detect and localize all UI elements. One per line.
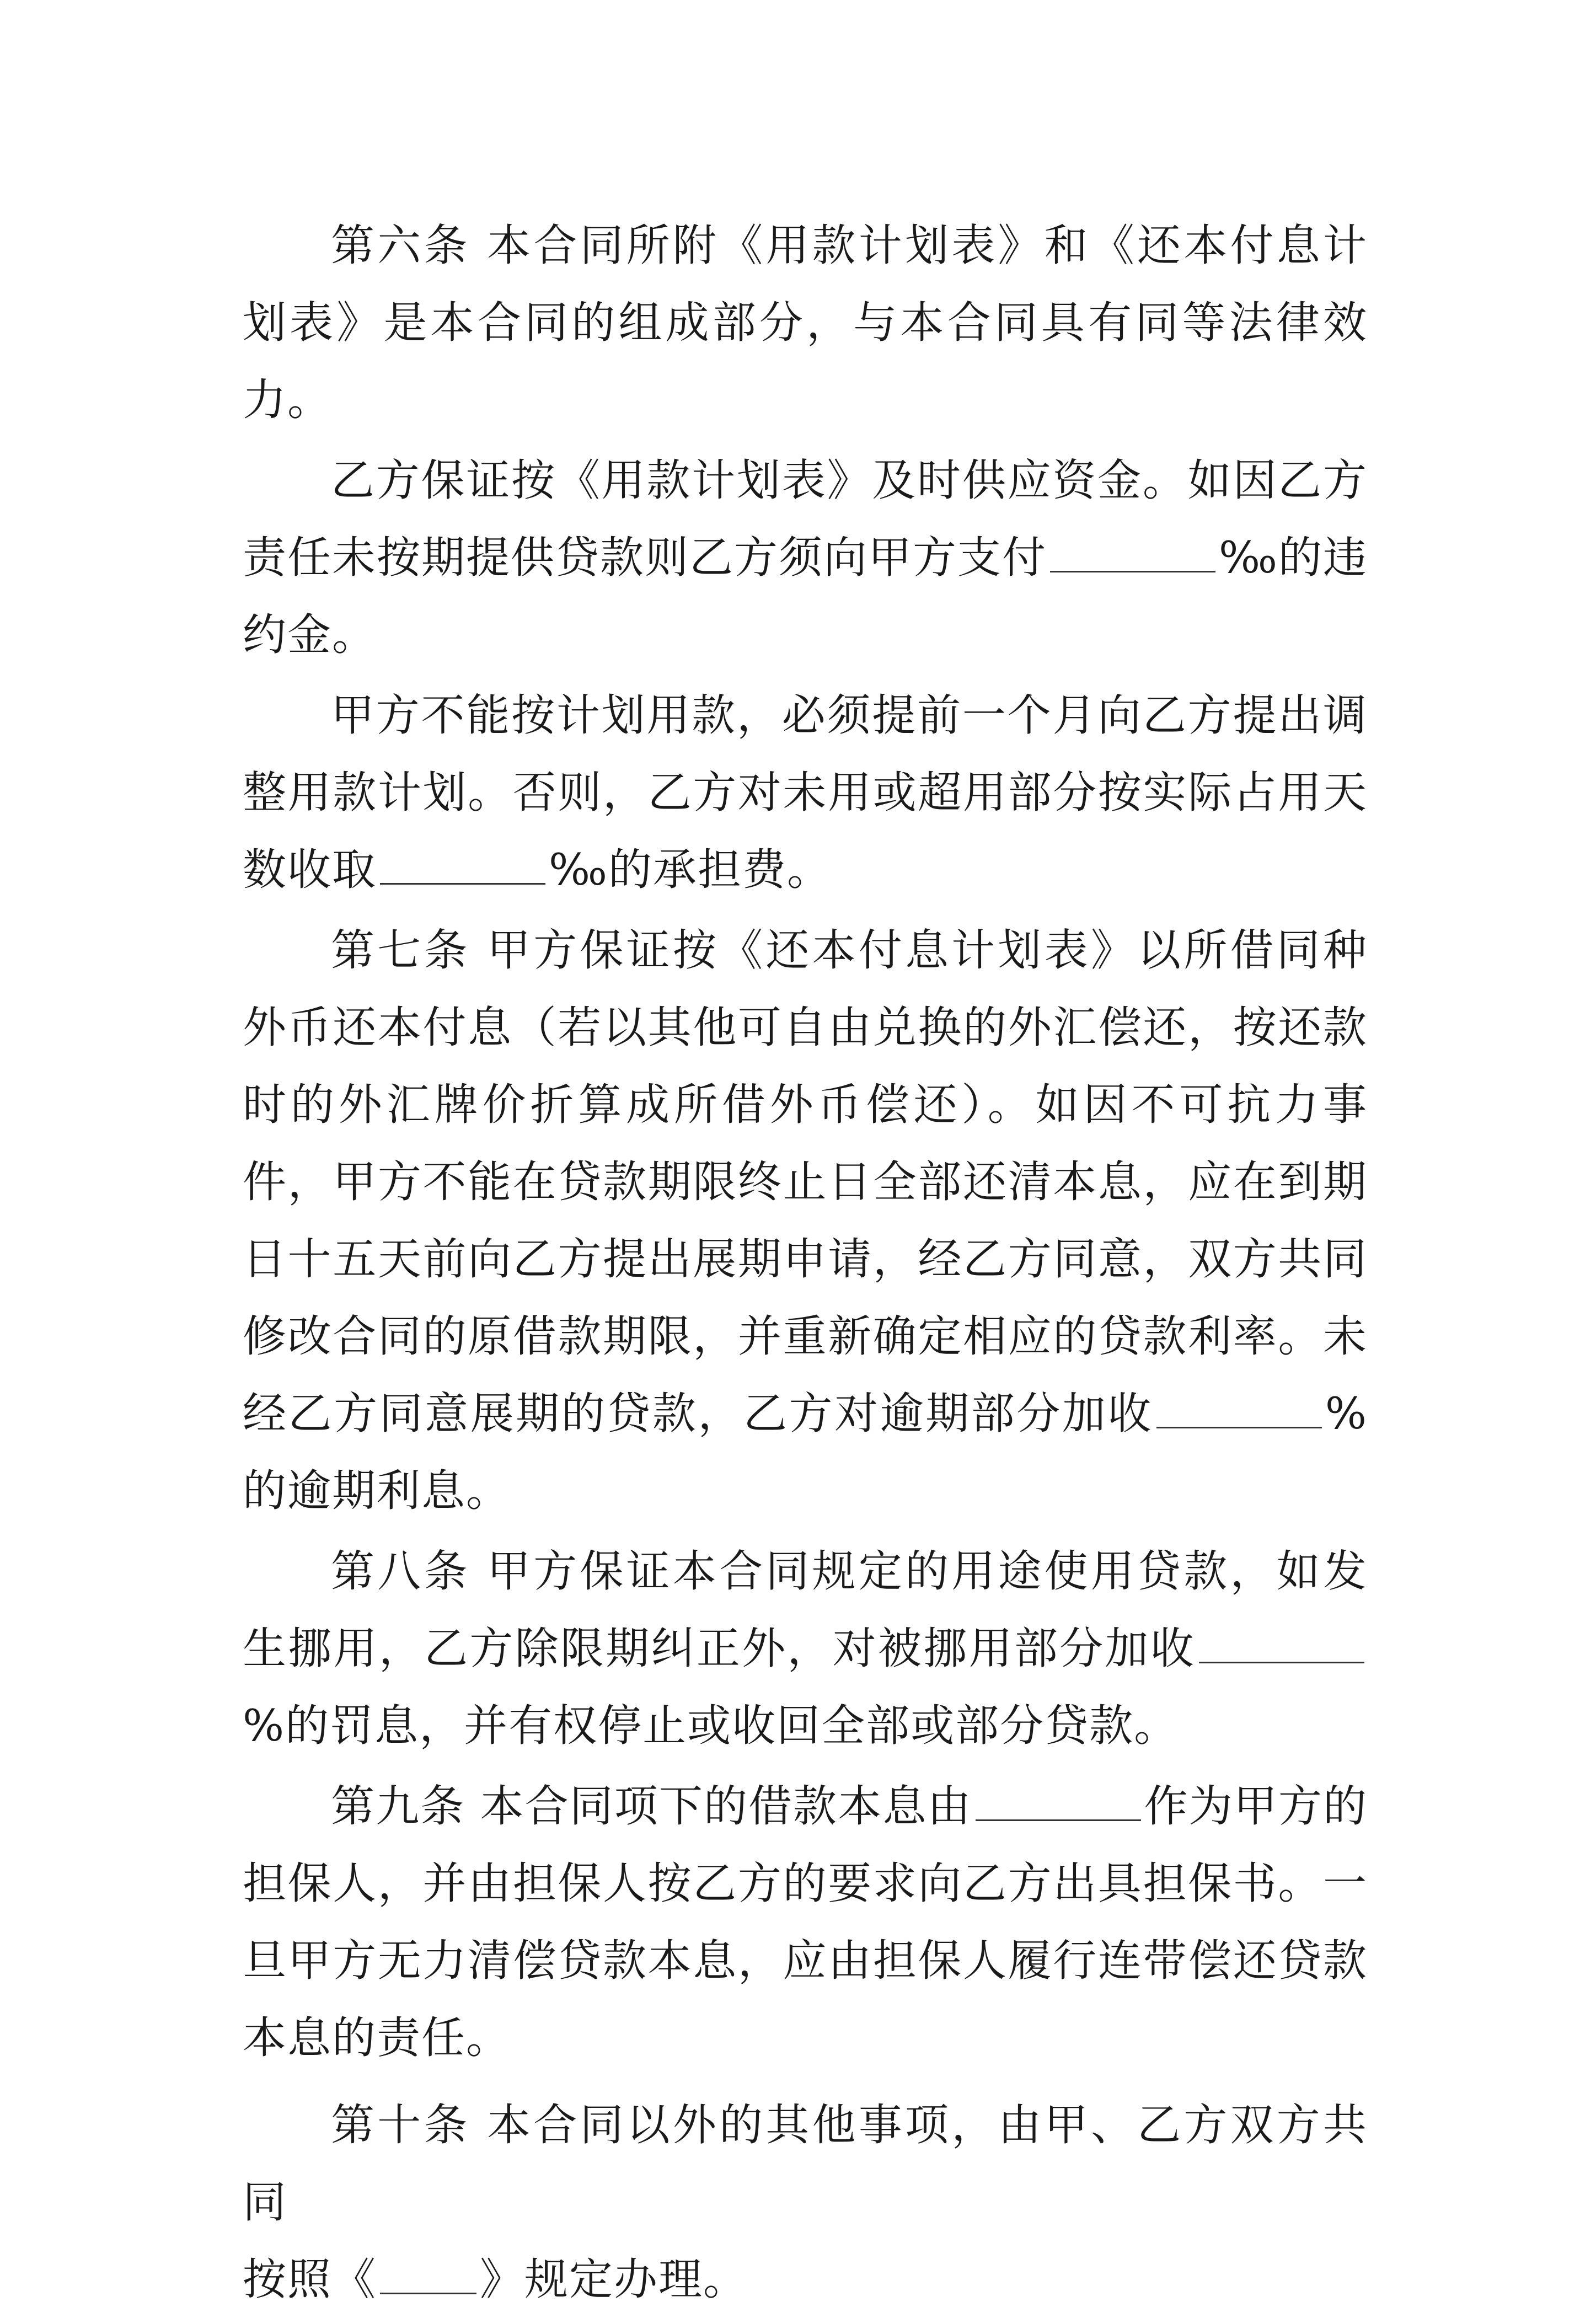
commitment-fee-paragraph xyxy=(243,677,1368,908)
overdue-rate-blank xyxy=(1156,1388,1322,1428)
supply-funds-paragraph xyxy=(243,442,1368,673)
article-8-text-before: 第八条 甲方保证本合同规定的用途使用贷款，如发生挪用，乙方除限期纠正外，对被挪用部分加收 xyxy=(243,1546,1368,1674)
article-10-continuation xyxy=(243,2241,1368,2318)
article-10-text-before: 按照《 xyxy=(243,2254,377,2305)
misuse-rate-blank xyxy=(1199,1623,1364,1663)
penalty-rate-blank xyxy=(1050,532,1215,572)
article-7-text-before: 第七条 甲方保证按《还本付息计划表》以所借同种外币还本付息（若以其他可自由兑换的外汇偿还，按还款时的外汇牌价折算成所借外币偿还）。如因不可抗力事件，甲方不能在贷款期限终止日全部还清本息，应在到期日十五天前向乙方提出展期申请，经乙方同意，双方共同修改合同的原借款期限，并重新确定相应的贷款利率。未经乙方同意展期的贷款，乙方对逾期部分加收 xyxy=(243,925,1368,1439)
supply-funds-text-after: ‰的违约金。 xyxy=(243,532,1368,660)
article-10-text: 第十条 本合同以外的其他事项，由甲、乙方双方共同 xyxy=(243,2100,1368,2228)
article-8-text-after: %的罚息，并有权停止或收回全部或部分贷款。 xyxy=(243,1700,1179,1751)
article-9-text-before: 第九条 本合同项下的借款本息由 xyxy=(331,1781,972,1832)
regulation-name-blank xyxy=(380,2254,476,2294)
article-7-paragraph xyxy=(243,912,1368,1529)
article-6-text: 第六条 本合同所附《用款计划表》和《还本付息计划表》是本合同的组成部分，与本合同具有同等法律效力。 xyxy=(243,220,1368,425)
commitment-fee-text-after: ‰的承担费。 xyxy=(549,844,832,895)
article-10-text-after: 》规定办理。 xyxy=(480,2254,748,2305)
article-6-paragraph xyxy=(243,207,1368,438)
article-10-paragraph xyxy=(243,2086,1368,2241)
commitment-fee-blank xyxy=(380,844,545,885)
article-7-text-after: %的逾期利息。 xyxy=(243,1388,1368,1516)
guarantor-blank xyxy=(976,1781,1141,1821)
commitment-fee-text-before: 甲方不能按计划用款，必须提前一个月向乙方提出调整用款计划。否则，乙方对未用或超用部分按实际占用天数收取 xyxy=(243,690,1368,895)
article-9-text-after: 作为甲方的担保人，并由担保人按乙方的要求向乙方出具担保书。一旦甲方无力清偿贷款本息，应由担保人履行连带偿还贷款本息的责任。 xyxy=(243,1781,1368,2063)
contract-text xyxy=(243,207,1368,2318)
article-9-paragraph xyxy=(243,1768,1368,2076)
article-8-paragraph xyxy=(243,1533,1368,1764)
supply-funds-text-before: 乙方保证按《用款计划表》及时供应资金。如因乙方责任未按期提供贷款则乙方须向甲方支付 xyxy=(243,455,1368,583)
